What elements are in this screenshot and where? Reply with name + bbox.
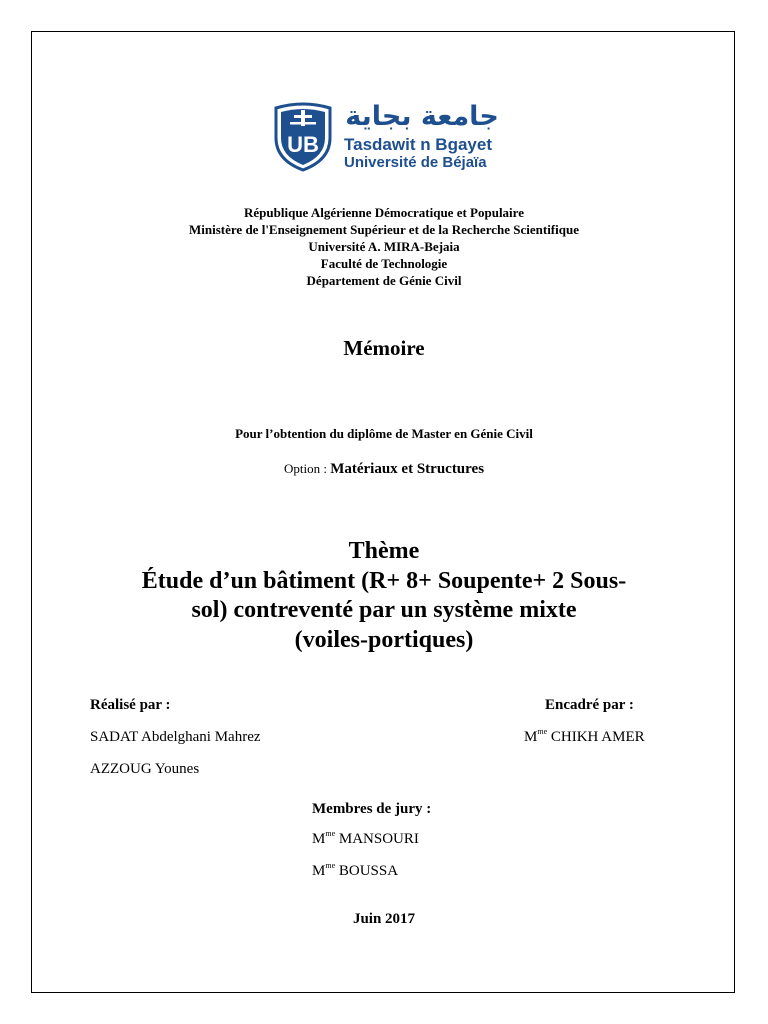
institution-line: Ministère de l'Enseignement Supérieur et de la Recherche Scientifique <box>189 222 579 237</box>
university-emblem-icon <box>272 102 334 172</box>
theme-title-line: (voiles-portiques) <box>294 626 474 653</box>
theme-heading: Thème <box>348 538 420 564</box>
theme-title-line: Étude d’un bâtiment (R+ 8+ Soupente+ 2 Sous- <box>141 567 627 594</box>
institution-block <box>0 204 768 289</box>
option-line <box>0 461 768 478</box>
institution-line: Département de Génie Civil <box>306 273 462 288</box>
degree-purpose: Pour l’obtention du diplôme de Master en Génie Civil <box>235 426 533 441</box>
theme-block <box>0 537 768 655</box>
realise-label: Réalisé par : <box>90 697 171 713</box>
supervisor-name: $M^{me}$ CHIKH AMER <box>524 727 645 745</box>
jury-member: $M^{me}$ MANSOURI <box>312 829 419 847</box>
institution-line: République Algérienne Démocratique et Populaire <box>244 205 524 220</box>
supervisor-label: Encadré par : <box>545 697 634 713</box>
author-name: SADAT Abdelghani Mahrez <box>90 729 261 745</box>
jury-label: Membres de jury : <box>312 801 432 817</box>
document-type: Mémoire <box>343 336 425 360</box>
institution-line: Université A. MIRA-Bejaia <box>308 239 460 254</box>
theme-title-line: sol) contreventé par un système mixte <box>191 597 577 623</box>
author-name: AZZOUG Younes <box>90 761 200 777</box>
submission-date: Juin 2017 <box>352 911 416 927</box>
institution-line: Faculté de Technologie <box>320 256 448 271</box>
emblem-letters: UB <box>287 132 319 157</box>
page-border <box>31 31 735 993</box>
university-name-kabyle: Tasdawit n Bgayet <box>344 135 492 154</box>
option-label: Option : <box>283 461 331 476</box>
university-logo <box>272 102 502 174</box>
option-value: Matériaux et Structures <box>330 461 485 477</box>
university-name-arabic: جامعة بجاية <box>345 101 499 132</box>
jury-member: $M^{me}$ BOUSSA <box>312 861 399 879</box>
university-name-french: Université de Béjaïa <box>344 154 487 171</box>
